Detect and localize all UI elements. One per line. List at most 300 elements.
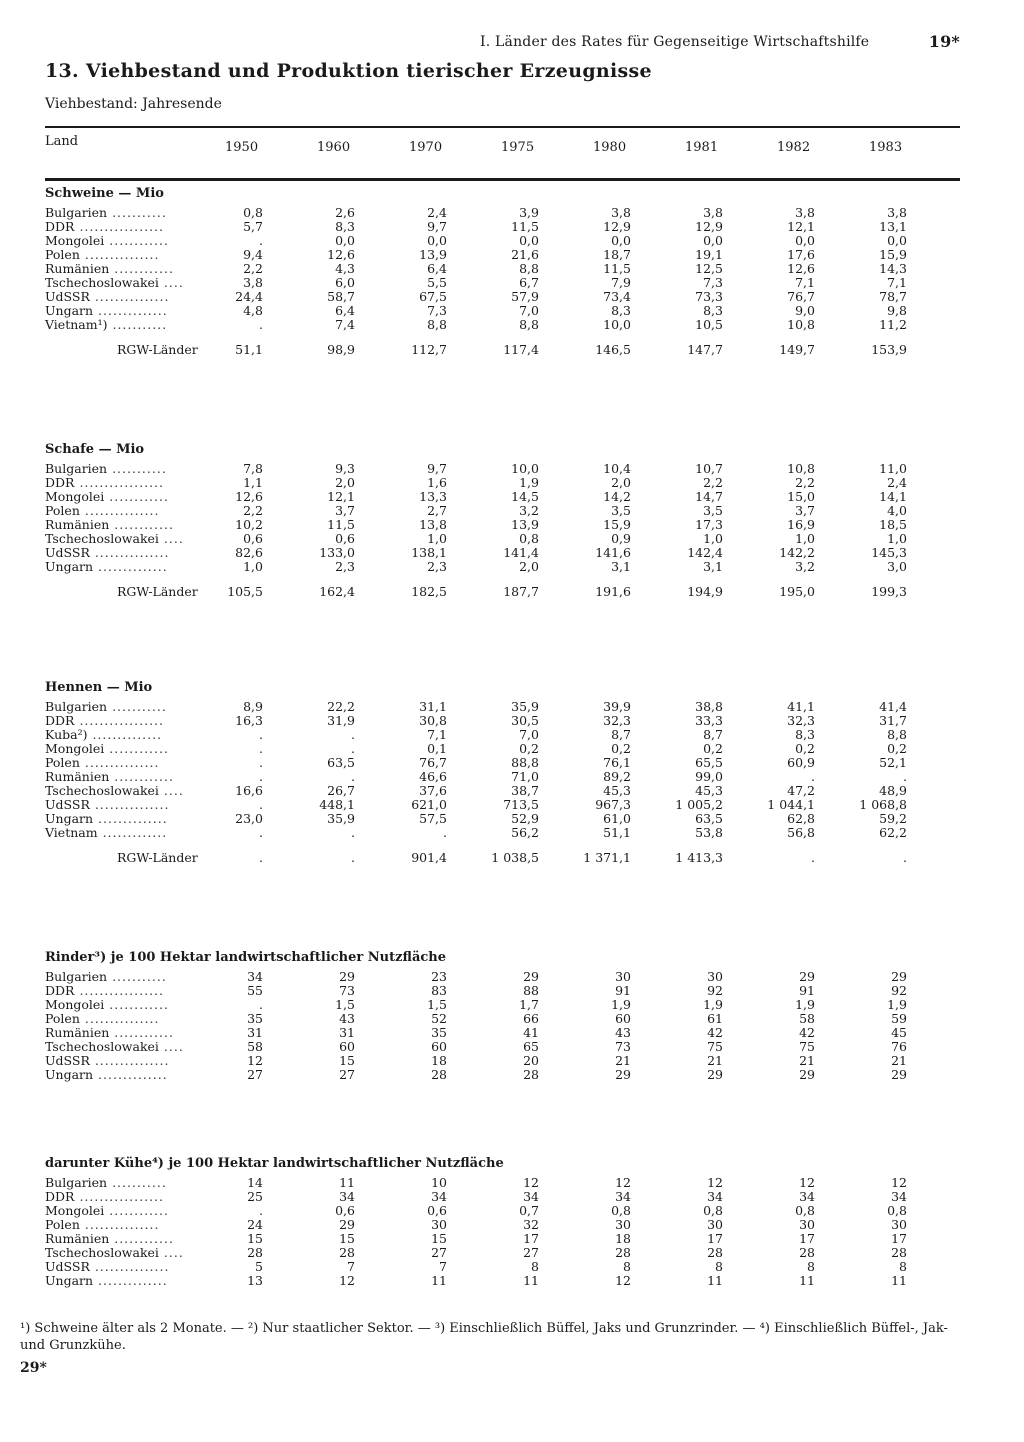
- cell-value: 2,3: [427, 559, 447, 574]
- row-label-text: Polen: [45, 247, 80, 262]
- table-row: [45, 560, 907, 574]
- cell-value: 41,1: [787, 699, 815, 714]
- row-label: [45, 332, 215, 358]
- cell-value: 82,6: [235, 545, 263, 560]
- cell-value: 30: [615, 969, 631, 984]
- cell-value: 27: [431, 1245, 447, 1260]
- cell-value: 60,9: [787, 755, 815, 770]
- row-label-text: Bulgarien: [45, 1175, 108, 1190]
- cell-value: 3,8: [703, 205, 723, 220]
- cell-value: 18,7: [603, 247, 631, 262]
- cell-value: 58: [247, 1039, 263, 1054]
- row-label: [45, 714, 215, 728]
- running-title: I. Länder des Rates für Gegenseitige Wirtschaftshilfe: [480, 34, 870, 50]
- cell-value: 51,1: [235, 342, 263, 357]
- cell-value: 3,8: [795, 205, 815, 220]
- row-label-text: Rumänien: [45, 769, 110, 784]
- row-label: [45, 574, 215, 600]
- cell-value: 99,0: [695, 769, 723, 784]
- row-label: [45, 476, 215, 490]
- row-label-text: Kuba²): [45, 727, 88, 742]
- row-label-text: UdSSR: [45, 1053, 90, 1068]
- cell-value: 13,3: [419, 489, 447, 504]
- cell-value: 142,4: [687, 545, 723, 560]
- leader-dots: ............: [104, 997, 169, 1012]
- row-label: [45, 1204, 215, 1218]
- row-label-text: Ungarn: [45, 1273, 94, 1288]
- cell-value: 194,9: [687, 584, 723, 599]
- row-label-text: Polen: [45, 1011, 80, 1026]
- column-header: [45, 134, 960, 164]
- table-row: [45, 784, 907, 798]
- row-label: [45, 998, 215, 1012]
- cell-value: 0,2: [795, 741, 815, 756]
- row-label: [45, 812, 215, 826]
- cell-value: 28: [799, 1245, 815, 1260]
- cell-value: 0,8: [703, 1203, 723, 1218]
- table-row: [45, 1232, 907, 1246]
- cell-value: 56,2: [511, 825, 539, 840]
- cell-value: 7,0: [519, 727, 539, 742]
- cell-value: 162,4: [319, 584, 355, 599]
- cell-value: 22,2: [327, 699, 355, 714]
- cell-value: 35: [431, 1025, 447, 1040]
- column-header-land: Land: [45, 134, 79, 149]
- cell-value: 73,4: [603, 289, 631, 304]
- row-label: [45, 1274, 215, 1288]
- row-label-text: RGW-Länder: [117, 342, 198, 357]
- cell-value: 10,8: [787, 461, 815, 476]
- leader-dots: ...........: [107, 969, 167, 984]
- cell-value: 1,9: [887, 997, 907, 1012]
- cell-value: 38,8: [695, 699, 723, 714]
- cell-value: 2,4: [427, 205, 447, 220]
- cell-value: 29: [891, 969, 907, 984]
- cell-value: 57,5: [419, 811, 447, 826]
- table-row: [45, 206, 907, 220]
- cell-value: 9,0: [795, 303, 815, 318]
- cell-value: 901,4: [411, 850, 447, 865]
- cell-value: 28: [707, 1245, 723, 1260]
- cell-value: .: [259, 997, 263, 1012]
- cell-value: 8: [899, 1259, 907, 1274]
- cell-value: 21,6: [511, 247, 539, 262]
- page-header: [480, 34, 960, 50]
- cell-value: 12: [339, 1273, 355, 1288]
- cell-value: 38,7: [511, 783, 539, 798]
- table-row: [45, 1068, 907, 1082]
- table-row: [45, 1040, 907, 1054]
- cell-value: 15: [339, 1231, 355, 1246]
- cell-value: 98,9: [327, 342, 355, 357]
- cell-value: 0,0: [519, 233, 539, 248]
- cell-value: 8,3: [703, 303, 723, 318]
- cell-value: 1 044,1: [767, 797, 815, 812]
- cell-value: 713,5: [503, 797, 539, 812]
- row-label: [45, 462, 215, 476]
- cell-value: 21: [615, 1053, 631, 1068]
- cell-value: 25: [247, 1189, 263, 1204]
- cell-value: 76,7: [419, 755, 447, 770]
- cell-value: 13: [247, 1273, 263, 1288]
- row-label-text: Rumänien: [45, 261, 110, 276]
- row-label-text: Bulgarien: [45, 699, 108, 714]
- cell-value: 3,8: [611, 205, 631, 220]
- cell-value: 31: [339, 1025, 355, 1040]
- cell-value: 147,7: [687, 342, 723, 357]
- row-label: [45, 1012, 215, 1026]
- cell-value: 60: [339, 1039, 355, 1054]
- table-row: [45, 998, 907, 1012]
- cell-value: 23: [431, 969, 447, 984]
- cell-value: 14,1: [879, 489, 907, 504]
- cell-value: 28: [615, 1245, 631, 1260]
- leader-dots: ............: [104, 489, 169, 504]
- cell-value: 60: [615, 1011, 631, 1026]
- cell-value: 53,8: [695, 825, 723, 840]
- leader-dots: .................: [74, 983, 164, 998]
- cell-value: 15: [339, 1053, 355, 1068]
- cell-value: 13,9: [511, 517, 539, 532]
- leader-dots: ..............: [93, 1273, 168, 1288]
- cell-value: 88: [523, 983, 539, 998]
- section-schafe: [45, 442, 960, 600]
- header-rule: [45, 178, 960, 181]
- cell-value: 39,9: [603, 699, 631, 714]
- cell-value: 5: [255, 1259, 263, 1274]
- table-subtitle: Viehbestand: Jahresende: [45, 96, 222, 112]
- row-label-text: UdSSR: [45, 289, 90, 304]
- cell-value: 11: [523, 1273, 539, 1288]
- cell-value: 29: [339, 969, 355, 984]
- cell-value: 17,3: [695, 517, 723, 532]
- cell-value: 29: [523, 969, 539, 984]
- table-row: [45, 1176, 907, 1190]
- table-row: [45, 970, 907, 984]
- table-row: [45, 826, 907, 840]
- cell-value: 31,1: [419, 699, 447, 714]
- leader-dots: ..............: [93, 1067, 168, 1082]
- cell-value: 10,8: [787, 317, 815, 332]
- cell-value: 11: [339, 1175, 355, 1190]
- table-row: [45, 248, 907, 262]
- cell-value: 8: [715, 1259, 723, 1274]
- table-row: [45, 798, 907, 812]
- table-row: [45, 1190, 907, 1204]
- row-label: [45, 728, 215, 742]
- cell-value: 1,9: [519, 475, 539, 490]
- cell-value: 56,8: [787, 825, 815, 840]
- cell-value: 191,6: [595, 584, 631, 599]
- cell-value: 2,7: [427, 503, 447, 518]
- cell-value: 21: [707, 1053, 723, 1068]
- cell-value: 2,6: [335, 205, 355, 220]
- cell-value: .: [351, 850, 355, 865]
- cell-value: 1,0: [795, 531, 815, 546]
- cell-value: 42: [707, 1025, 723, 1040]
- cell-value: 3,0: [887, 559, 907, 574]
- leader-dots: ..............: [93, 559, 168, 574]
- cell-value: 10,0: [511, 461, 539, 476]
- row-label-text: UdSSR: [45, 1259, 90, 1274]
- cell-value: 35,9: [511, 699, 539, 714]
- cell-value: 4,0: [887, 503, 907, 518]
- leader-dots: ...............: [89, 1259, 170, 1274]
- cell-value: 1,1: [243, 475, 263, 490]
- cell-value: 29: [891, 1067, 907, 1082]
- table-row: [45, 276, 907, 290]
- cell-value: 43: [615, 1025, 631, 1040]
- table-row: [45, 770, 907, 784]
- cell-value: 7: [347, 1259, 355, 1274]
- cell-value: 1,0: [887, 531, 907, 546]
- cell-value: 182,5: [411, 584, 447, 599]
- cell-value: 17: [707, 1231, 723, 1246]
- leader-dots: ...............: [79, 1217, 160, 1232]
- row-label-text: Tschechoslowakei: [45, 1039, 159, 1054]
- section-title: Schafe — Mio: [45, 442, 145, 457]
- leader-dots: ....: [158, 275, 184, 290]
- cell-value: 1 371,1: [583, 850, 631, 865]
- cell-value: 27: [247, 1067, 263, 1082]
- row-label: [45, 560, 215, 574]
- cell-value: .: [259, 741, 263, 756]
- cell-value: 3,2: [519, 503, 539, 518]
- row-label: [45, 970, 215, 984]
- cell-value: 42: [799, 1025, 815, 1040]
- row-label-text: Tschechoslowakei: [45, 275, 159, 290]
- cell-value: 16,9: [787, 517, 815, 532]
- cell-value: 29: [615, 1067, 631, 1082]
- cell-value: 967,3: [595, 797, 631, 812]
- row-label: [45, 840, 215, 866]
- cell-value: 0,6: [335, 531, 355, 546]
- cell-value: 3,8: [243, 275, 263, 290]
- cell-value: 24,4: [235, 289, 263, 304]
- leader-dots: ..............: [93, 303, 168, 318]
- cell-value: 57,9: [511, 289, 539, 304]
- row-label-text: RGW-Länder: [117, 584, 198, 599]
- table-row: [45, 1246, 907, 1260]
- table-row: [45, 220, 907, 234]
- row-label: [45, 770, 215, 784]
- leader-dots: .................: [74, 475, 164, 490]
- cell-value: 146,5: [595, 342, 631, 357]
- total-row: [45, 574, 907, 600]
- cell-value: 35: [247, 1011, 263, 1026]
- section-title: Rinder³) je 100 Hektar landwirtschaftlicher Nutzfläche: [45, 950, 447, 965]
- cell-value: 6,4: [427, 261, 447, 276]
- row-label-text: Mongolei: [45, 233, 105, 248]
- row-label-text: Bulgarien: [45, 205, 108, 220]
- table-row: [45, 728, 907, 742]
- cell-value: 34: [891, 1189, 907, 1204]
- cell-value: 30: [615, 1217, 631, 1232]
- cell-value: 73,3: [695, 289, 723, 304]
- cell-value: .: [351, 769, 355, 784]
- column-header-year: 1950: [225, 140, 259, 155]
- cell-value: 59,2: [879, 811, 907, 826]
- cell-value: 2,0: [519, 559, 539, 574]
- cell-value: 0,0: [427, 233, 447, 248]
- row-label: [45, 304, 215, 318]
- cell-value: 15: [431, 1231, 447, 1246]
- column-header-year: 1982: [777, 140, 811, 155]
- cell-value: 1,9: [703, 997, 723, 1012]
- cell-value: 5,5: [427, 275, 447, 290]
- cell-value: 0,8: [795, 1203, 815, 1218]
- leader-dots: ............: [109, 517, 174, 532]
- cell-value: .: [259, 850, 263, 865]
- cell-value: 13,8: [419, 517, 447, 532]
- table-row: [45, 518, 907, 532]
- table-row: [45, 984, 907, 998]
- cell-value: 12,6: [787, 261, 815, 276]
- cell-value: 67,5: [419, 289, 447, 304]
- cell-value: 24: [247, 1217, 263, 1232]
- data-table: [45, 206, 907, 358]
- cell-value: 26,7: [327, 783, 355, 798]
- cell-value: 11: [799, 1273, 815, 1288]
- cell-value: 33,3: [695, 713, 723, 728]
- cell-value: 47,2: [787, 783, 815, 798]
- cell-value: 0,8: [887, 1203, 907, 1218]
- row-label: [45, 1232, 215, 1246]
- cell-value: 8,9: [243, 699, 263, 714]
- cell-value: 11,0: [879, 461, 907, 476]
- leader-dots: ...............: [79, 503, 160, 518]
- cell-value: 0,9: [611, 531, 631, 546]
- cell-value: 34: [707, 1189, 723, 1204]
- row-label: [45, 1260, 215, 1274]
- cell-value: 27: [523, 1245, 539, 1260]
- cell-value: 51,1: [603, 825, 631, 840]
- cell-value: 89,2: [603, 769, 631, 784]
- cell-value: 12,5: [695, 261, 723, 276]
- cell-value: 14: [247, 1175, 263, 1190]
- cell-value: 138,1: [411, 545, 447, 560]
- cell-value: 48,9: [879, 783, 907, 798]
- table-row: [45, 1054, 907, 1068]
- table-row: [45, 290, 907, 304]
- cell-value: 17,6: [787, 247, 815, 262]
- cell-value: 0,0: [611, 233, 631, 248]
- leader-dots: ...............: [89, 1053, 170, 1068]
- cell-value: 8: [807, 1259, 815, 1274]
- cell-value: 8,8: [519, 261, 539, 276]
- leader-dots: ...........: [107, 699, 167, 714]
- row-label: [45, 756, 215, 770]
- cell-value: 61,0: [603, 811, 631, 826]
- total-row: [45, 840, 907, 866]
- row-label-text: Rumänien: [45, 1025, 110, 1040]
- leader-dots: ...........: [107, 317, 168, 332]
- cell-value: 3,5: [611, 503, 631, 518]
- row-label-text: Tschechoslowakei: [45, 1245, 159, 1260]
- leader-dots: ............: [109, 769, 174, 784]
- cell-value: 15,9: [879, 247, 907, 262]
- leader-dots: ....: [158, 783, 184, 798]
- row-label-text: Mongolei: [45, 741, 105, 756]
- row-label: [45, 1040, 215, 1054]
- cell-value: 12: [523, 1175, 539, 1190]
- cell-value: 0,8: [243, 205, 263, 220]
- cell-value: 10: [431, 1175, 447, 1190]
- row-label: [45, 784, 215, 798]
- cell-value: 13,1: [879, 219, 907, 234]
- cell-value: 30: [891, 1217, 907, 1232]
- cell-value: 7,8: [243, 461, 263, 476]
- cell-value: 8,7: [703, 727, 723, 742]
- cell-value: 34: [615, 1189, 631, 1204]
- cell-value: 10,7: [695, 461, 723, 476]
- table-row: [45, 1012, 907, 1026]
- cell-value: 9,3: [335, 461, 355, 476]
- cell-value: 12,1: [787, 219, 815, 234]
- leader-dots: ....: [158, 531, 184, 546]
- section-rinder: [45, 950, 960, 1082]
- cell-value: 0,2: [519, 741, 539, 756]
- cell-value: 10,4: [603, 461, 631, 476]
- row-label-text: Ungarn: [45, 1067, 94, 1082]
- leader-dots: ...............: [89, 289, 170, 304]
- row-label: [45, 504, 215, 518]
- cell-value: 105,5: [227, 584, 263, 599]
- cell-value: 8,8: [519, 317, 539, 332]
- cell-value: 11: [891, 1273, 907, 1288]
- cell-value: 27: [339, 1067, 355, 1082]
- row-label: [45, 546, 215, 560]
- column-header-year: 1960: [317, 140, 351, 155]
- cell-value: 52: [431, 1011, 447, 1026]
- cell-value: 0,8: [519, 531, 539, 546]
- cell-value: 621,0: [411, 797, 447, 812]
- cell-value: 52,9: [511, 811, 539, 826]
- data-table: [45, 462, 907, 600]
- cell-value: 58,7: [327, 289, 355, 304]
- cell-value: .: [903, 850, 907, 865]
- cell-value: 1,7: [519, 997, 539, 1012]
- cell-value: 7,1: [795, 275, 815, 290]
- cell-value: 92: [891, 983, 907, 998]
- leader-dots: ..............: [93, 811, 168, 826]
- cell-value: 16,6: [235, 783, 263, 798]
- cell-value: 133,0: [319, 545, 355, 560]
- cell-value: 0,2: [611, 741, 631, 756]
- cell-value: 149,7: [779, 342, 815, 357]
- cell-value: 1 005,2: [675, 797, 723, 812]
- cell-value: 34: [339, 1189, 355, 1204]
- footer-page-number: 29*: [20, 1360, 47, 1376]
- cell-value: 18,5: [879, 517, 907, 532]
- section-schweine: [45, 186, 960, 358]
- row-label-text: Bulgarien: [45, 969, 108, 984]
- row-label-text: Ungarn: [45, 811, 94, 826]
- cell-value: 0,8: [611, 1203, 631, 1218]
- row-label: [45, 532, 215, 546]
- row-label: [45, 1190, 215, 1204]
- cell-value: 3,7: [335, 503, 355, 518]
- row-label: [45, 220, 215, 234]
- cell-value: 63,5: [327, 755, 355, 770]
- cell-value: 7,3: [427, 303, 447, 318]
- cell-value: .: [259, 769, 263, 784]
- cell-value: 30: [707, 969, 723, 984]
- cell-value: 29: [339, 1217, 355, 1232]
- leader-dots: ............: [109, 261, 174, 276]
- row-label-text: Bulgarien: [45, 461, 108, 476]
- cell-value: 153,9: [871, 342, 907, 357]
